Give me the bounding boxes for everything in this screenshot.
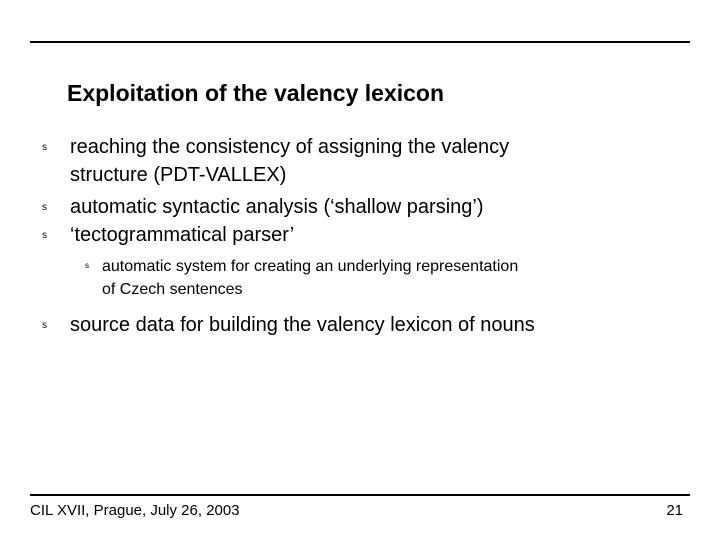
footer-conference: CIL XVII, Prague, July 26, 2003 (30, 502, 240, 519)
bullet-text-line: automatic syntactic analysis (‘shallow parsing’) (70, 196, 484, 218)
bullet-text-line: reaching the consistency of assigning the valency (70, 136, 510, 158)
bullet-text-line: structure (PDT-VALLEX) (70, 164, 287, 186)
bottom-rule (30, 494, 690, 496)
bullet-text-line: ‘tectogrammatical parser’ (70, 224, 295, 246)
bullet-marker-icon: s (85, 261, 89, 270)
bullet-marker-icon: s (42, 202, 47, 213)
slide-title: Exploitation of the valency lexicon (67, 80, 445, 106)
bullet-marker-icon: s (42, 142, 47, 153)
bullet-marker-icon: s (42, 320, 47, 331)
bullet-text-line: of Czech sentences (102, 281, 243, 298)
bullet-marker-icon: s (42, 230, 47, 241)
bullet-text-line: automatic system for creating an underlying representation (102, 258, 519, 275)
page-number: 21 (666, 502, 683, 519)
bullet-text-line: source data for building the valency lexicon of nouns (70, 314, 535, 336)
